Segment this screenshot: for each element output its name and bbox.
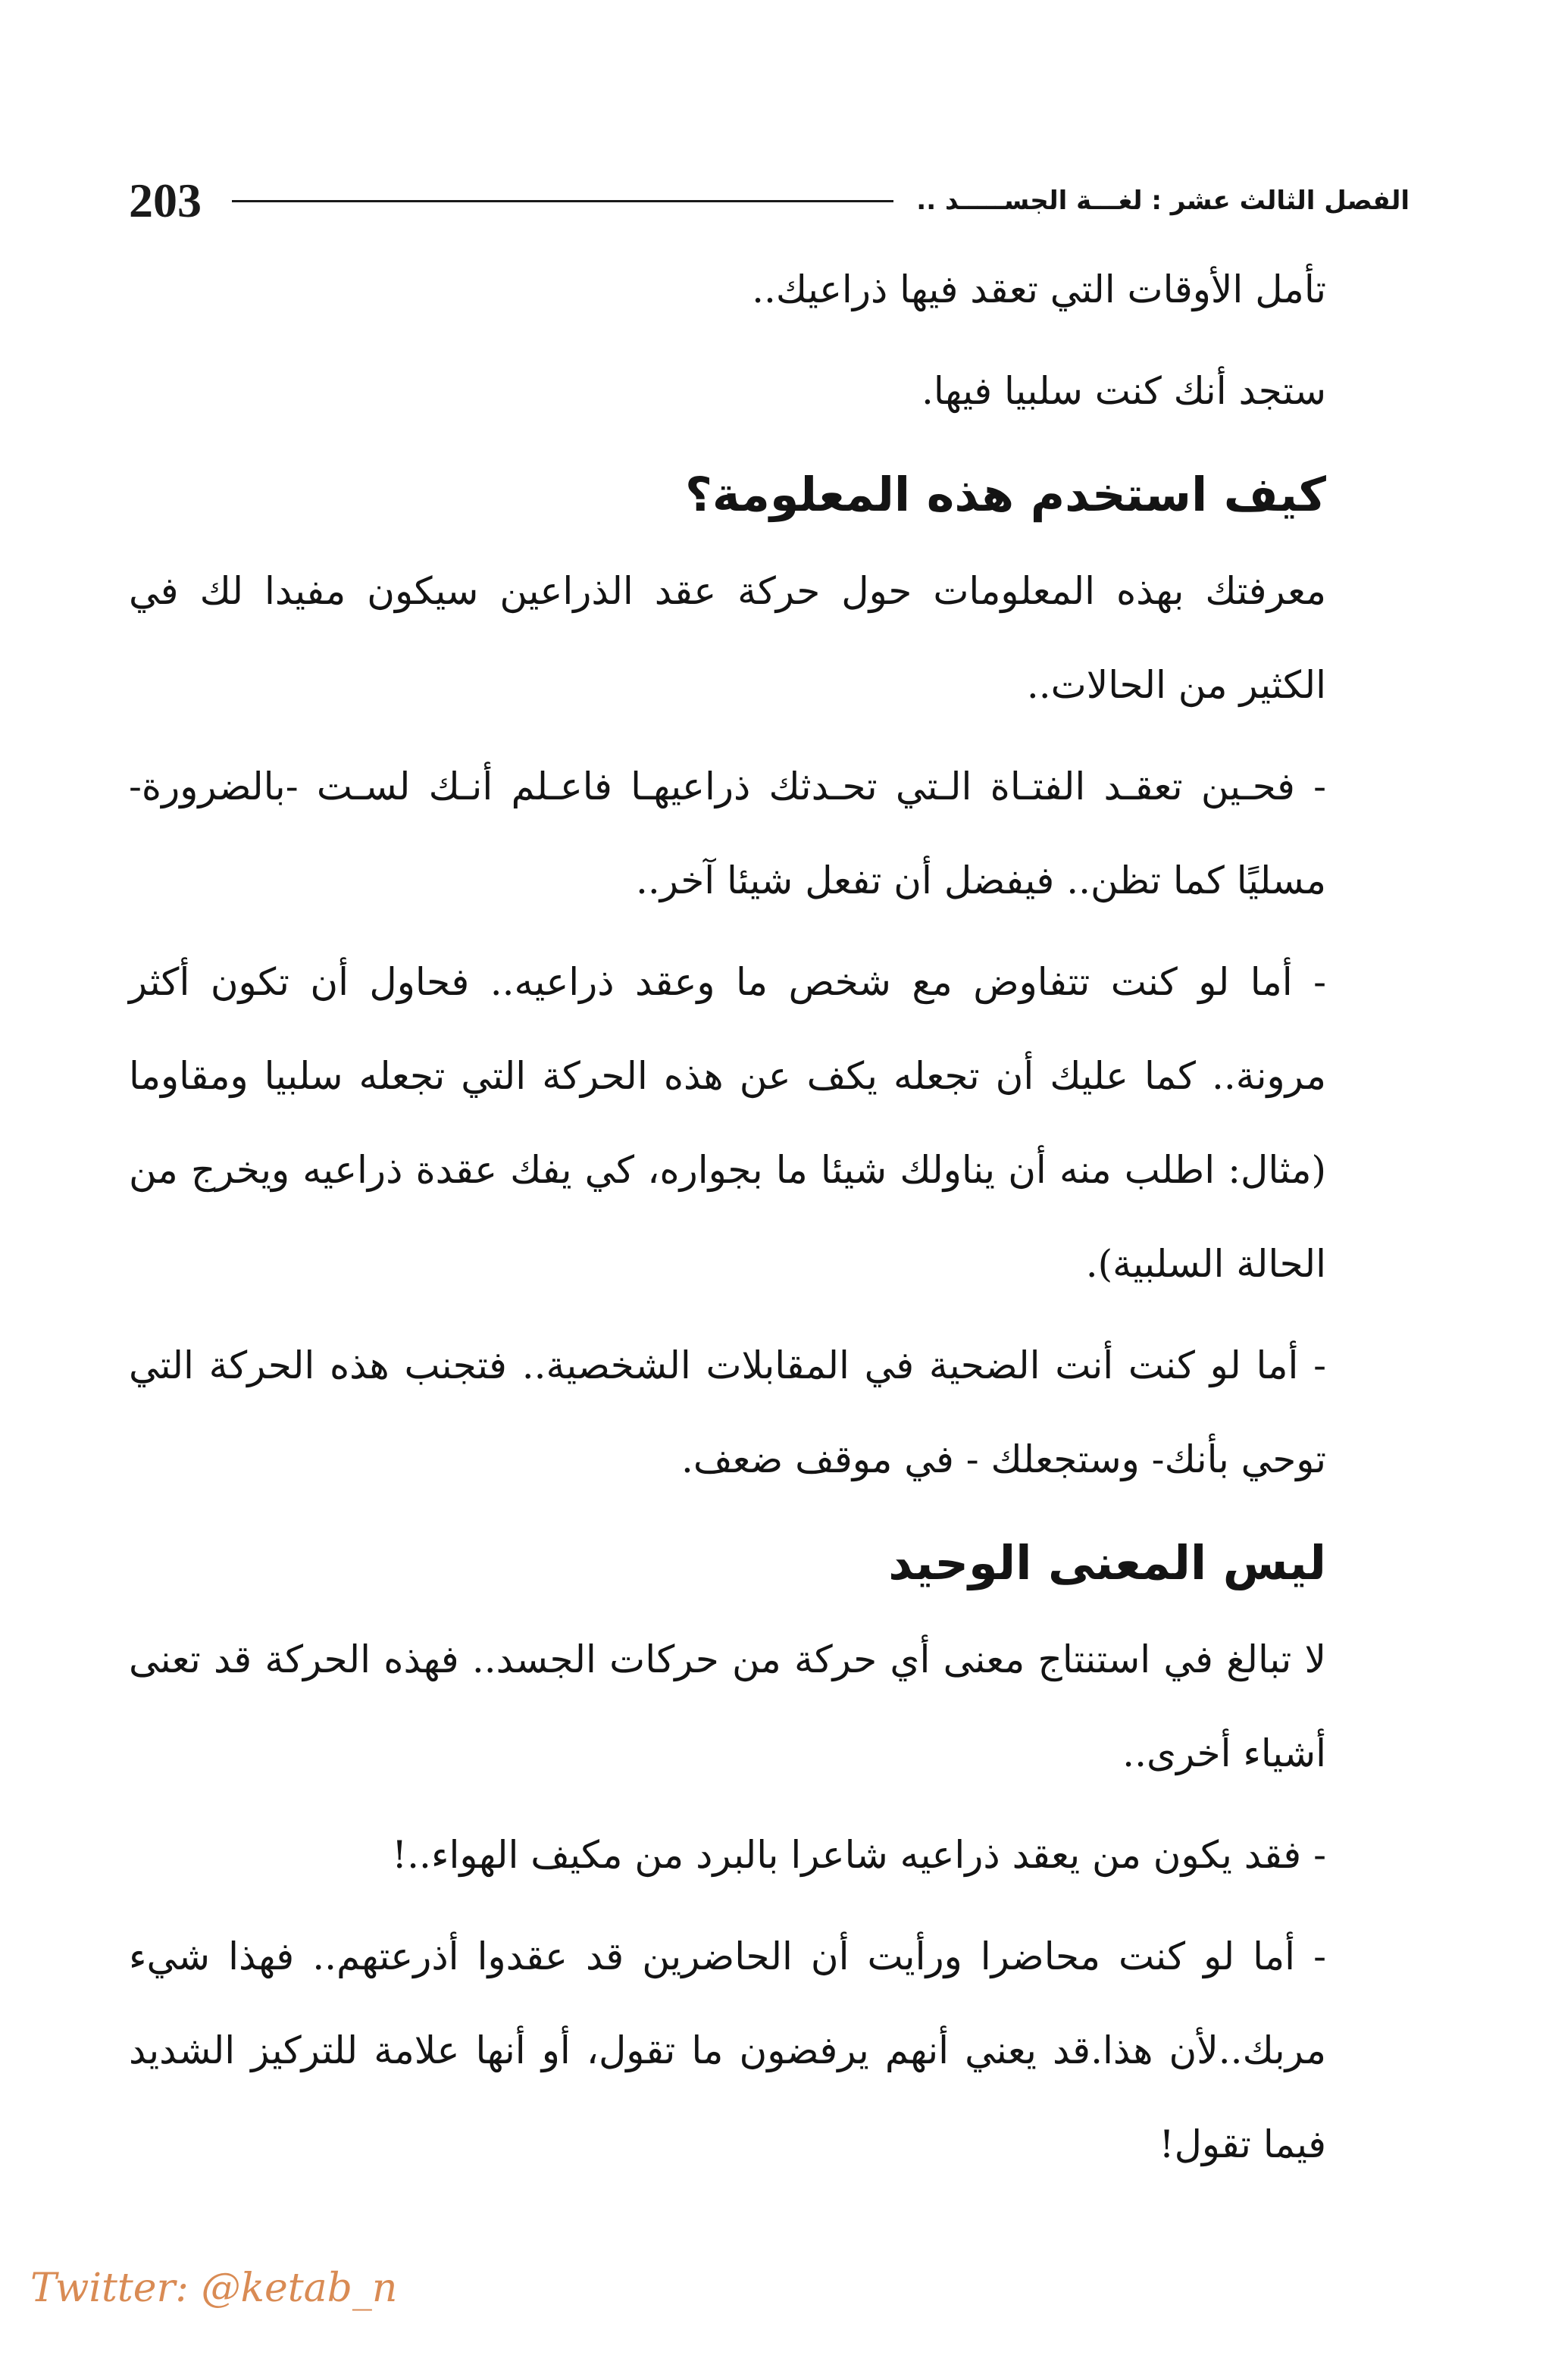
paragraph-3: معرفتك بهذه المعلومات حول حركة عقد الذراعين سيكون مفيدا لك في الكثير من الحالات.. (129, 569, 1326, 707)
section-heading-2: ليس المعنى الوحيد (888, 1535, 1326, 1590)
twitter-watermark: Twitter: @ketab_n (30, 2266, 398, 2311)
paragraph-1: تأمل الأوقات التي تعقد فيها ذراعيك.. (752, 267, 1326, 311)
paragraph-7: لا تبالغ في استنتاج معنى أي حركة من حركات الجسد.. فهذه الحركة قد تعنى أشياء أخرى.. (129, 1637, 1326, 1775)
paragraph-8: - فقد يكون من يعقد ذراعيه شاعرا بالبرد من مكيف الهواء..! (392, 1833, 1326, 1877)
paragraph-6: - أما لو كنت أنت الضحية في المقابلات الشخصية.. فتجنب هذه الحركة التي توحي بأنك- وستجعلك - في موقف ضعف. (129, 1343, 1326, 1481)
paragraph-2: ستجد أنك كنت سلبيا فيها. (921, 369, 1326, 413)
page-header (129, 167, 1410, 235)
paragraph-5: - أما لو كنت تتفاوض مع شخص ما وعقد ذراعيه.. فحاول أن تكون أكثر مرونة.. كما عليك أن تجعله يكف عن هذه الحركة التي تجعله سلبيا ومقاوما (مثال: اطلب منه أن يناولك شيئا ما بجواره، كي يفك عقدة ذراعيه ويخرج من الحالة السلبية). (129, 960, 1326, 1286)
page-number: 203 (129, 174, 202, 227)
paragraph-4: - فحـين تعقـد الفتـاة الـتي تحـدثك ذراعيهـا فاعـلم أنـك لسـت -بالضرورة- مسليًا كما تظن.. فيفضل أن تفعل شيئا آخر.. (129, 765, 1326, 902)
paragraph-9: - أما لو كنت محاضرا ورأيت أن الحاضرين قد عقدوا أذرعتهم.. فهذا شيء مربك..لأن هذا.قد يعني أنهم يرفضون ما تقول، أو أنها علامة للتركيز الشديد فيما تقول! (129, 1934, 1326, 2166)
running-title: الفصل الثالث عشر : لغـــة الجســـــد .. (916, 186, 1410, 216)
page-content (129, 242, 1410, 2199)
section-heading-1: كيف استخدم هذه المعلومة؟ (684, 467, 1326, 522)
header-rule (232, 200, 893, 202)
